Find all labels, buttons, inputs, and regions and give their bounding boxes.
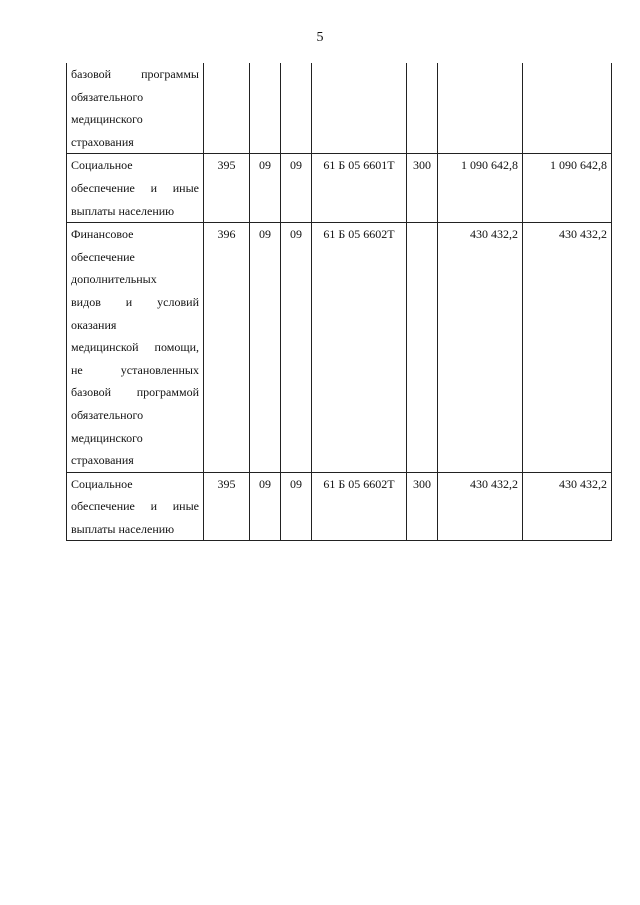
table-row — [67, 472, 612, 541]
page-number: 5 — [316, 30, 324, 45]
amount-cell-2: 430 432,2 — [523, 223, 612, 473]
subsection-code-cell: 09 — [281, 154, 312, 223]
item-name-line: медицинского — [71, 112, 143, 127]
item-name-line: медицинского — [71, 430, 143, 445]
ministry-code-cell: 395 — [204, 154, 250, 223]
item-name-line: обеспечение и иные — [71, 499, 199, 514]
item-name-cell — [67, 223, 204, 473]
table-row — [67, 63, 612, 154]
ministry-code-cell — [204, 63, 250, 154]
item-name-line: видов и условий — [71, 294, 199, 309]
target-article-cell: 61 Б 05 6602Т — [312, 223, 407, 473]
item-name-line: оказания — [71, 317, 117, 332]
item-name-line: медицинской помощи, — [71, 340, 199, 355]
item-name-cell — [67, 154, 204, 223]
ministry-code-cell: 395 — [204, 472, 250, 541]
item-name-line: дополнительных — [71, 272, 157, 287]
expense-type-cell — [407, 223, 438, 473]
target-article-cell — [312, 63, 407, 154]
expense-type-cell: 300 — [407, 154, 438, 223]
budget-table — [66, 63, 612, 541]
ministry-code-cell: 396 — [204, 223, 250, 473]
amount-cell-1: 1 090 642,8 — [438, 154, 523, 223]
item-name-line: Финансовое — [71, 227, 134, 242]
amount-cell-1: 430 432,2 — [438, 472, 523, 541]
item-name-line: не установленных — [71, 362, 199, 377]
item-name-line: страхования — [71, 453, 134, 468]
item-name-line: обязательного — [71, 407, 144, 422]
table-row — [67, 223, 612, 473]
section-code-cell: 09 — [250, 223, 281, 473]
item-name-line: выплаты населению — [71, 521, 175, 536]
target-article-cell: 61 Б 05 6601Т — [312, 154, 407, 223]
amount-cell-2: 430 432,2 — [523, 472, 612, 541]
table-row — [67, 154, 612, 223]
item-name-cell — [67, 472, 204, 541]
section-code-cell — [250, 63, 281, 154]
item-name-cell — [67, 63, 204, 154]
expense-type-cell: 300 — [407, 472, 438, 541]
amount-cell-1 — [438, 63, 523, 154]
item-name-line: обязательного — [71, 89, 144, 104]
subsection-code-cell: 09 — [281, 472, 312, 541]
item-name-line: базовой программой — [71, 385, 199, 400]
item-name-line: обеспечение — [71, 249, 135, 264]
table-body — [67, 63, 612, 541]
section-code-cell: 09 — [250, 472, 281, 541]
expense-type-cell — [407, 63, 438, 154]
amount-cell-2: 1 090 642,8 — [523, 154, 612, 223]
item-name-line: обеспечение и иные — [71, 180, 199, 195]
item-name-line: Социальное — [71, 158, 133, 173]
subsection-code-cell: 09 — [281, 223, 312, 473]
item-name-line: страхования — [71, 134, 134, 149]
subsection-code-cell — [281, 63, 312, 154]
section-code-cell: 09 — [250, 154, 281, 223]
amount-cell-2 — [523, 63, 612, 154]
item-name-line: Социальное — [71, 476, 133, 491]
amount-cell-1: 430 432,2 — [438, 223, 523, 473]
target-article-cell: 61 Б 05 6602Т — [312, 472, 407, 541]
item-name-line: базовой программы — [71, 67, 199, 81]
item-name-line: выплаты населению — [71, 203, 175, 218]
